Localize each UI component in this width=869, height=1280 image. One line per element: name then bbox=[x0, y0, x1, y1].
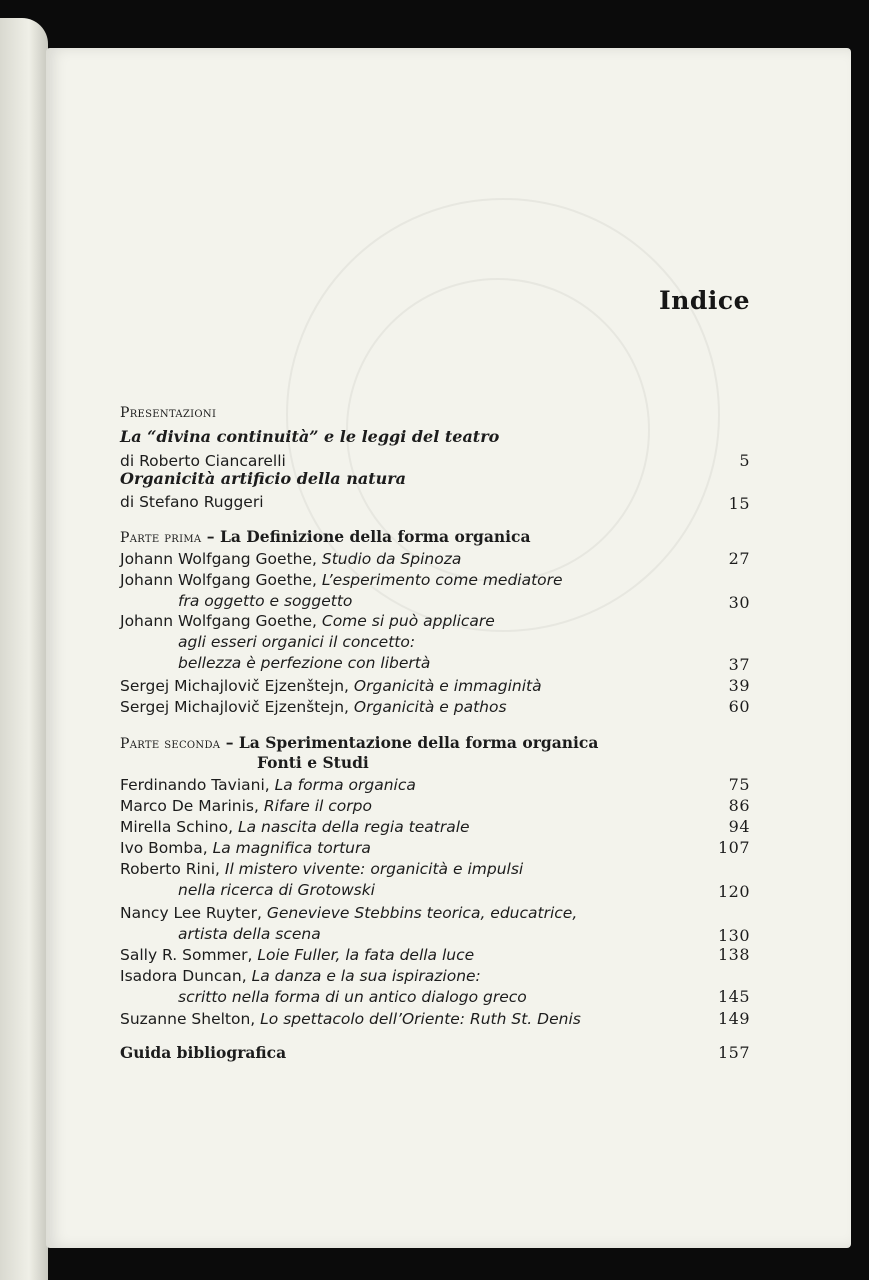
section-heading-parte-seconda: Parte seconda – La Sperimentazione della forma organica bbox=[120, 733, 599, 752]
toc-entry-title: La forma organica bbox=[274, 776, 416, 794]
toc-entry-author: Sally R. Sommer, bbox=[120, 946, 253, 964]
toc-entry-guida bbox=[120, 1042, 750, 1064]
toc-page-number: 37 bbox=[728, 655, 750, 674]
toc-entry bbox=[120, 1008, 750, 1030]
toc-entry-title: L’esperimento come mediatore bbox=[321, 571, 563, 589]
toc-entry-author: di Stefano Ruggeri bbox=[120, 493, 264, 511]
toc-entry-author: Marco De Marinis, bbox=[120, 797, 259, 815]
toc-page-number: 107 bbox=[717, 838, 750, 857]
section-label: Parte prima bbox=[120, 530, 202, 546]
toc-entry bbox=[120, 795, 750, 817]
toc-entry-continuation bbox=[178, 631, 750, 653]
section-label: Parte seconda bbox=[120, 736, 221, 752]
section-title: La Definizione della forma organica bbox=[219, 527, 531, 546]
toc-entry-continuation bbox=[178, 923, 750, 945]
toc-entry-title: Loie Fuller, la fata della luce bbox=[257, 946, 475, 964]
toc-entry-title-cont: fra oggetto e soggetto bbox=[178, 592, 353, 610]
toc-page-number: 86 bbox=[728, 796, 750, 815]
toc-entry bbox=[120, 837, 750, 859]
toc-page-number: 94 bbox=[728, 817, 750, 836]
toc-page-number: 39 bbox=[728, 676, 750, 695]
toc-entry bbox=[120, 548, 750, 570]
toc-entry-author: Nancy Lee Ruyter, bbox=[120, 904, 262, 922]
toc-entry-continuation bbox=[178, 652, 750, 674]
toc-entry-title: La magnifica tortura bbox=[212, 839, 371, 857]
toc-entry-author: Suzanne Shelton, bbox=[120, 1010, 256, 1028]
toc-entry-title: La danza e la sua ispirazione: bbox=[251, 967, 481, 985]
toc-entry-title: Il mistero vivente: organicità e impulsi bbox=[224, 860, 524, 878]
toc-page-number: 30 bbox=[728, 593, 750, 612]
toc-entry-title: La nascita della regia teatrale bbox=[237, 818, 470, 836]
toc-entry-author: Mirella Schino, bbox=[120, 818, 234, 836]
toc-entry bbox=[120, 610, 750, 632]
toc-entry-author: Johann Wolfgang Goethe, bbox=[120, 571, 317, 589]
toc-entry-title: Guida bibliografica bbox=[120, 1043, 287, 1062]
toc-entry bbox=[120, 965, 750, 987]
toc-entry-author: Johann Wolfgang Goethe, bbox=[120, 550, 317, 568]
toc-entry-author: di Roberto Ciancarelli bbox=[120, 452, 286, 470]
toc-entry-author: Ivo Bomba, bbox=[120, 839, 208, 857]
toc-page-number: 27 bbox=[728, 549, 750, 568]
toc-page-number: 5 bbox=[739, 451, 750, 470]
toc-entry bbox=[120, 491, 750, 513]
toc-entry-title-cont: scritto nella forma di un antico dialogo greco bbox=[178, 988, 527, 1006]
toc-entry-title-cont: artista della scena bbox=[178, 925, 321, 943]
toc-entry-continuation bbox=[178, 590, 750, 612]
toc-entry bbox=[120, 675, 750, 697]
toc-entry-author: Isadora Duncan, bbox=[120, 967, 247, 985]
toc-entry-title-cont: agli esseri organici il concetto: bbox=[178, 633, 416, 651]
toc-entry bbox=[120, 944, 750, 966]
toc-entry-title: Organicità e immaginità bbox=[353, 677, 542, 695]
section-subtitle: Fonti e Studi bbox=[257, 753, 369, 772]
toc-page-number: 157 bbox=[717, 1043, 750, 1062]
toc-entry-title: Come si può applicare bbox=[321, 612, 495, 630]
toc-entry-title-cont: nella ricerca di Grotowski bbox=[178, 881, 375, 899]
toc-entry-author: Sergej Michajlovič Ejzenštejn, bbox=[120, 698, 349, 716]
toc-entry-author: Johann Wolfgang Goethe, bbox=[120, 612, 317, 630]
toc-page-number: 75 bbox=[728, 775, 750, 794]
toc-entry-title: Organicità artificio della natura bbox=[120, 469, 407, 488]
toc-page-number: 130 bbox=[717, 926, 750, 945]
section-heading-parte-prima: Parte prima – La Definizione della forma organica bbox=[120, 527, 531, 546]
toc-page-number: 138 bbox=[717, 945, 750, 964]
toc-page-number: 60 bbox=[728, 697, 750, 716]
toc-entry bbox=[120, 774, 750, 796]
toc-entry-author: Roberto Rini, bbox=[120, 860, 220, 878]
adjacent-page-edge bbox=[0, 18, 48, 1280]
toc-entry-title: Rifare il corpo bbox=[263, 797, 372, 815]
section-title: La Sperimentazione della forma organica bbox=[238, 733, 599, 752]
toc-entry-title: Lo spettacolo dell’Oriente: Ruth St. Denis bbox=[260, 1010, 581, 1028]
toc-entry-title: Organicità e pathos bbox=[353, 698, 507, 716]
toc-entry-author: Ferdinando Taviani, bbox=[120, 776, 270, 794]
toc-entry bbox=[120, 858, 750, 880]
toc-entry-title: Genevieve Stebbins teorica, educatrice, bbox=[266, 904, 578, 922]
toc-entry-title-cont: bellezza è perfezione con libertà bbox=[178, 654, 431, 672]
toc-page-number: 120 bbox=[717, 882, 750, 901]
toc-page-number: 145 bbox=[717, 987, 750, 1006]
toc-entry-continuation bbox=[178, 986, 750, 1008]
toc-entry-continuation bbox=[178, 879, 750, 901]
toc-entry-title: Studio da Spinoza bbox=[321, 550, 462, 568]
toc-entry-author: Sergej Michajlovič Ejzenštejn, bbox=[120, 677, 349, 695]
toc-entry bbox=[120, 696, 750, 718]
toc-page-number: 15 bbox=[728, 494, 750, 513]
toc-entry-title: La “divina continuità” e le leggi del teatro bbox=[120, 427, 500, 446]
section-label-presentazioni: Presentazioni bbox=[120, 405, 217, 421]
page-title: Indice bbox=[659, 286, 750, 315]
toc-entry bbox=[120, 816, 750, 838]
toc-entry bbox=[120, 569, 750, 591]
toc-entry bbox=[120, 902, 750, 924]
toc-page-number: 149 bbox=[717, 1009, 750, 1028]
